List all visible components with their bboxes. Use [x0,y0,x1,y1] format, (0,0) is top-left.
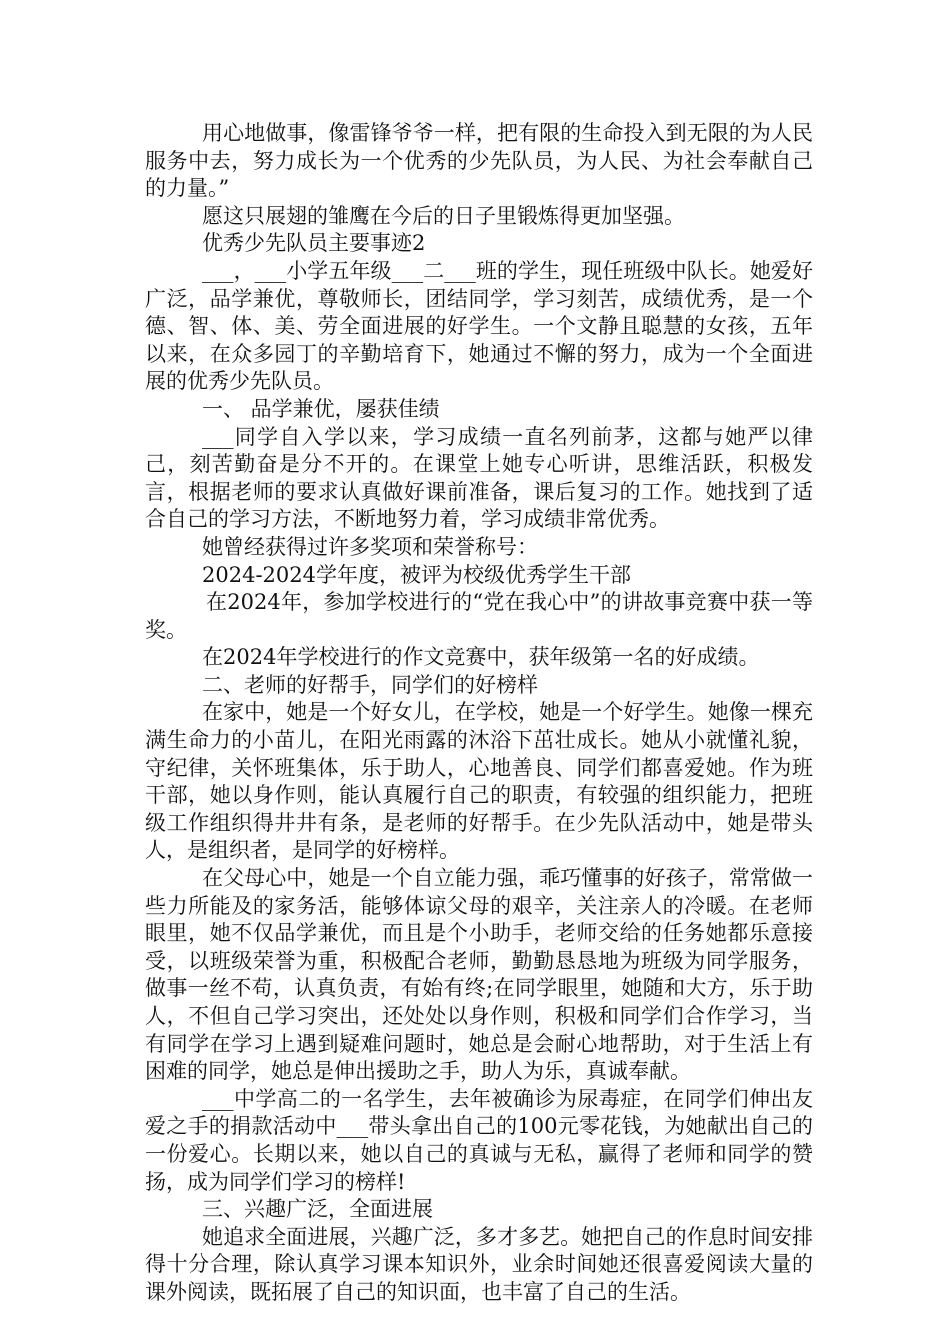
paragraph-home-school: 在家中，她是一个好女儿，在学校，她是一个好学生。她像一棵充满生命力的小苗儿，在阳光雨露的沐浴下茁壮成长。她从小就懂礼貌，守纪律，关怀班集体，乐于助人，心地善良、同学们都喜爱她。作为班干部，她以身作则，能认真履行自己的职责，有较强的组织能力，把班级工作组织得井井有条，是老师的好帮手。在少先队活动中，她是带头人，是组织者，是同学的好榜样。 [145,700,813,863]
paragraph-parents-teachers: 在父母心中，她是一个自立能力强，乖巧懂事的好孩子，常常做一些力所能及的家务活，能够体谅父母的艰辛，关注亲人的冷暖。在老师眼里，她不仅品学兼优，而且是个小助手，老师交给的任务她都乐意接受，以班级荣誉为重，积极配合老师，勤勤恳恳地为班级为同学服务，做事一丝不苟，认真负责，有始有终;在同学眼里，她随和大方，乐于助人，不但自己学习突出，还处处以身作则，积极和同学们合作学习，当有同学在学习上遇到疑难问题时，她总是会耐心地帮助，对于生活上有困难的同学，她总是伸出援助之手，助人为乐，真诚奉献。 [145,866,813,1084]
paragraph-donation: ___中学高二的一名学生，去年被确诊为尿毒症，在同学们伸出友爱之手的捐款活动中___带头拿出自己的100元零花钱，为她献出自己的一份爱心。长期以来，她以自己的真诚与无私，赢得了老师和同学的赞扬，成为同学们学习的榜样! [145,1086,813,1194]
section-heading-deeds-2: 优秀少先队员主要事迹2 [202,231,426,256]
paragraph-award-cadre: 2024-2024学年度，被评为校级优秀学生干部 [202,562,631,587]
paragraph-awards-intro: 她曾经获得过许多奖项和荣誉称号： [202,534,538,559]
paragraph-student-intro: ___，___小学五年级___二___班的学生，现任班级中队长。她爱好广泛，品学兼优，尊敬师长，团结同学，学习刻苦，成绩优秀，是一个德、智、体、美、劳全面进展的好学生。一个文静且聪慧的女孩，五年以来，在众多园丁的辛勤培育下，她通过不懈的努力，成为一个全面进展的优秀少先队员。 [145,258,813,394]
paragraph-study: ___同学自入学以来，学习成绩一直名列前茅，这都与她严以律己，刻苦勤奋是分不开的。在课堂上她专心听讲，思维活跃，积极发言，根据老师的要求认真做好课前准备，课后复习的工作。她找到了适合自己的学习方法，不断地努力着，学习成绩非常优秀。 [145,424,813,532]
paragraph-eagle-wish: 愿这只展翅的雏鹰在今后的日子里锻炼得更加坚强。 [202,203,685,228]
subheading-two: 二、老师的好帮手，同学们的好榜样 [202,672,538,697]
document-page [145,120,813,1307]
paragraph-lei-feng: 用心地做事，像雷锋爷爷一样，把有限的生命投入到无限的为人民服务中去，努力成长为一个优秀的少先队员，为人民、为社会奉献自己的力量。” [145,121,813,201]
paragraph-interests: 她追求全面进展，兴趣广泛，多才多艺。她把自己的作息时间安排得十分合理，除认真学习课本知识外，业余时间她还很喜爱阅读大量的课外阅读，既拓展了自己的知识面，也丰富了自己的生活。 [145,1224,813,1304]
paragraph-award-essay: 在2024年学校进行的作文竞赛中，获年级第一名的好成绩。 [202,645,760,670]
subheading-three: 三、兴趣广泛，全面进展 [202,1197,433,1222]
paragraph-award-story: 在2024年，参加学校进行的“党在我心中”的讲故事竞赛中获一等奖。 [145,590,813,642]
subheading-one: 一、 品学兼优，屡获佳绩 [202,396,440,421]
